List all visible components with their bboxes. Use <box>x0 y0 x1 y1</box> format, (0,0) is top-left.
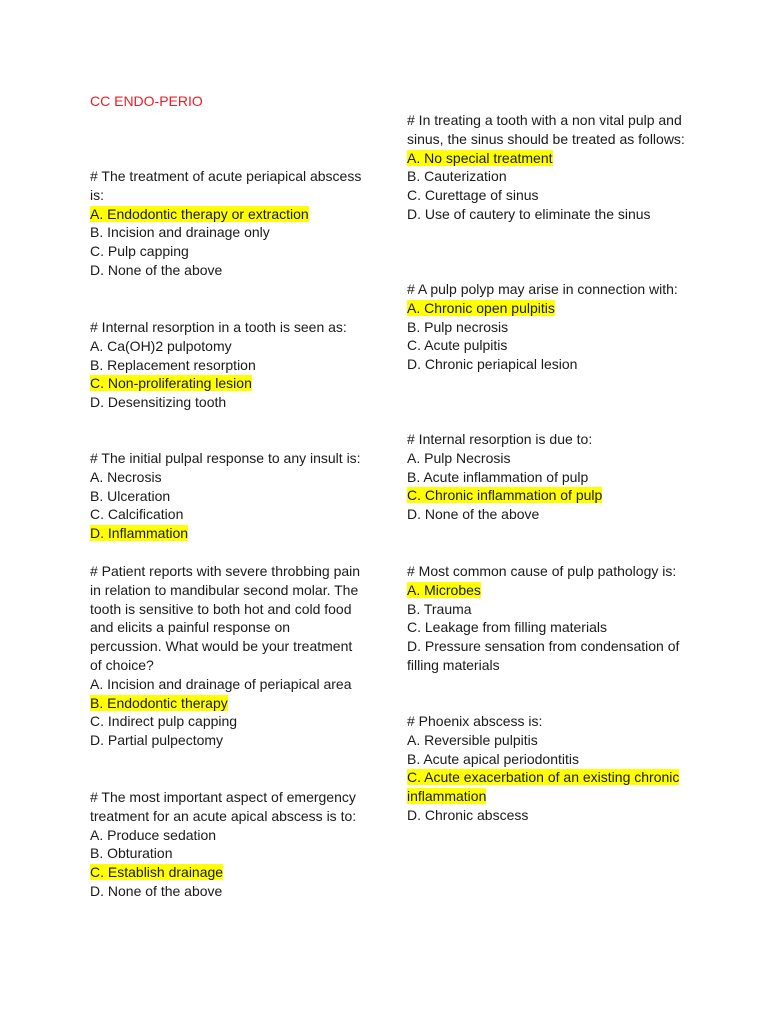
option: A. Ca(OH)2 pulpotomy <box>90 337 232 354</box>
option: C. Leakage from filling materials <box>407 619 607 636</box>
question-text: # Internal resorption is due to: <box>407 431 593 447</box>
option: D. Partial pulpectomy <box>90 732 224 749</box>
option: B. Acute inflammation of pulp <box>407 468 589 485</box>
option: C. Indirect pulp capping <box>90 713 238 730</box>
option: C. Chronic inflammation of pulp <box>407 487 603 504</box>
option: B. Acute apical periodontitis <box>407 750 579 767</box>
option: D. Inflammation <box>90 525 189 542</box>
option: A. Microbes <box>407 581 481 598</box>
option: C. Non-proliferating lesion <box>90 375 252 392</box>
option: D. None of the above <box>407 506 540 523</box>
option: D. None of the above <box>90 882 223 899</box>
option: A. Reversible pulpitis <box>407 731 538 748</box>
option: D. Pressure sensation from condensation of filling materials <box>407 638 680 673</box>
question-text: # Phoenix abscess is: <box>407 713 543 729</box>
question-block <box>407 712 682 825</box>
option: A. Necrosis <box>90 468 162 485</box>
option: A. Endodontic therapy or extraction <box>90 205 309 222</box>
option: D. Chronic abscess <box>407 806 529 823</box>
option: B. Incision and drainage only <box>90 224 270 241</box>
question-text: # Internal resorption in a tooth is seen as: <box>90 319 347 335</box>
question-block <box>90 562 362 750</box>
question-text: # The treatment of acute periapical abscess is: <box>90 168 362 203</box>
option: B. Cauterization <box>407 168 507 185</box>
option: C. Curettage of sinus <box>407 187 539 204</box>
question-block <box>407 562 692 675</box>
option: D. Use of cautery to eliminate the sinus <box>407 205 651 222</box>
question-text: # Most common cause of pulp pathology is: <box>407 563 677 579</box>
option: C. Acute exacerbation of an existing chronic inflammation <box>407 769 680 805</box>
option: A. Chronic open pulpitis <box>407 299 555 316</box>
option: D. None of the above <box>90 261 223 278</box>
question-block <box>90 449 370 543</box>
question-block <box>407 111 692 224</box>
option: B. Replacement resorption <box>90 356 256 373</box>
option: A. No special treatment <box>407 149 553 166</box>
option: B. Endodontic therapy <box>90 694 228 711</box>
option: B. Pulp necrosis <box>407 318 509 335</box>
question-text: # A pulp polyp may arise in connection with: <box>407 281 678 297</box>
document-title: CC ENDO-PERIO <box>90 93 203 109</box>
question-text: # Patient reports with severe throbbing pain in relation to mandibular second molar. The tooth is sensitive to both hot and cold food and elicits a painful response on percussion. What would be your treatment of choice? <box>90 563 361 673</box>
question-block <box>90 167 370 280</box>
option: C. Acute pulpitis <box>407 337 508 354</box>
option: C. Calcification <box>90 506 184 523</box>
option: B. Ulceration <box>90 487 171 504</box>
question-text: # The initial pulpal response to any insult is: <box>90 450 361 466</box>
question-block <box>407 430 692 524</box>
option: A. Incision and drainage of periapical area <box>90 675 352 692</box>
question-block <box>90 788 370 901</box>
question-block <box>90 318 370 412</box>
question-text: # The most important aspect of emergency treatment for an acute apical abscess is to: <box>90 789 357 824</box>
option: A. Pulp Necrosis <box>407 449 511 466</box>
question-text: # In treating a tooth with a non vital pulp and sinus, the sinus should be treated as follows: <box>407 112 685 147</box>
option: A. Produce sedation <box>90 826 217 843</box>
option: D. Chronic periapical lesion <box>407 356 578 373</box>
option: C. Pulp capping <box>90 243 189 260</box>
question-block <box>407 280 692 374</box>
option: D. Desensitizing tooth <box>90 394 227 411</box>
option: B. Trauma <box>407 600 472 617</box>
option: C. Establish drainage <box>90 864 224 881</box>
option: B. Obturation <box>90 845 173 862</box>
